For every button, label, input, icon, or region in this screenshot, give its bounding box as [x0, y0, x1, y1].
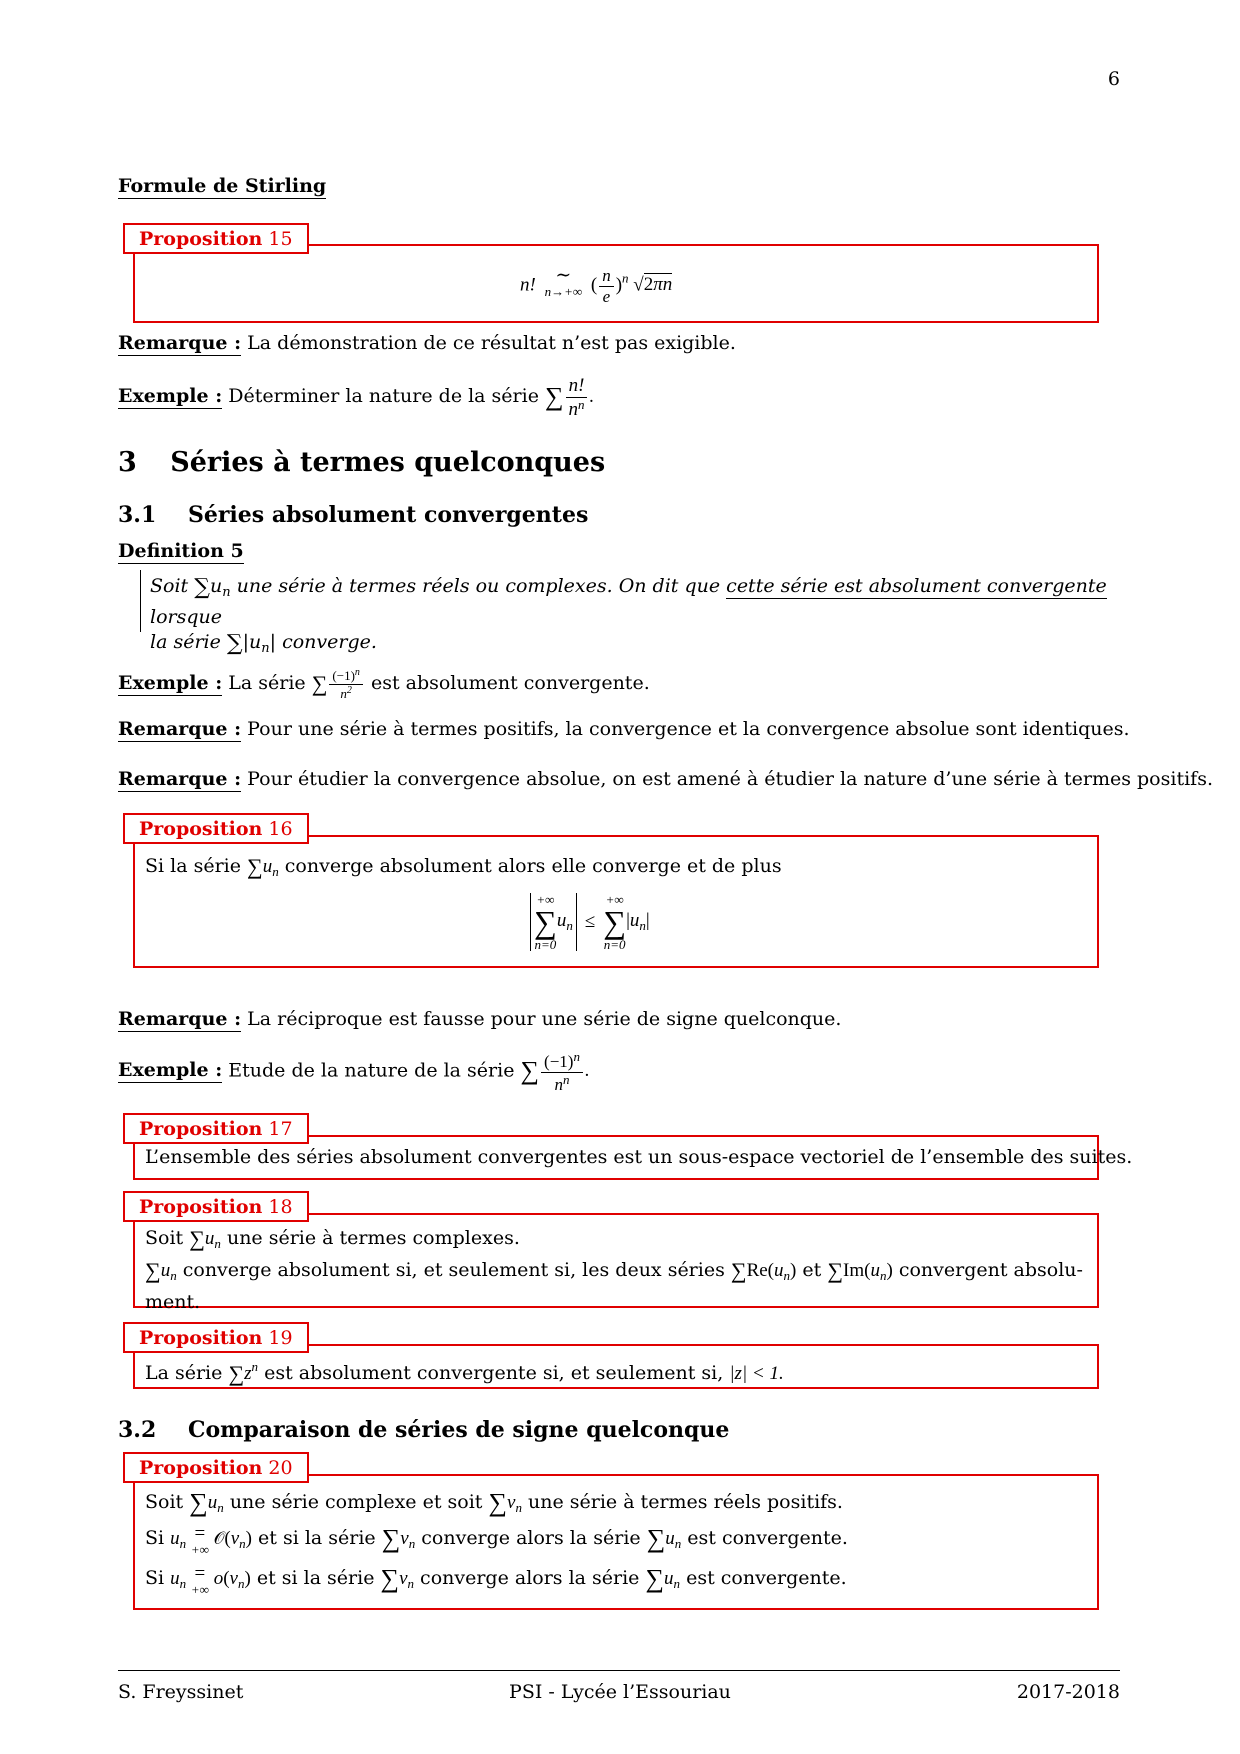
- def5-text-d: lorsque: [150, 606, 222, 628]
- prop18-tag: [123, 1191, 309, 1222]
- section-3-2-heading: [118, 1417, 729, 1443]
- prop19-label: Proposition: [139, 1327, 263, 1349]
- remark-4: [118, 1008, 841, 1030]
- remark2-label: Remarque :: [118, 718, 242, 740]
- remark-3: [118, 768, 1213, 790]
- prop16-inequality: +∞ ∑ n=0 $u_n$ ≤ +∞ ∑ n=0 $|u_n|$: [530, 893, 650, 951]
- section-3-1-number: 3.1: [118, 502, 157, 528]
- prop17-label: Proposition: [139, 1118, 263, 1140]
- prop20-l1b: une série complexe et soit: [229, 1491, 483, 1513]
- section-3-1-title: Séries absolument convergentes: [187, 502, 589, 528]
- remark4-label: Remarque :: [118, 1008, 242, 1030]
- example2-text-a: La série: [228, 671, 306, 694]
- footer-author: S. Freyssinet: [118, 1681, 244, 1703]
- remark-label: Remarque :: [118, 332, 242, 354]
- remark3-text: Pour étudier la convergence absolue, on est amené à étudier la nature d’une série à termes positifs.: [247, 768, 1213, 790]
- remark-stirling: [118, 332, 736, 354]
- prop20-l1c: une série à termes réels positifs.: [528, 1491, 843, 1513]
- prop18-l2c: convergent absolu-: [898, 1259, 1083, 1281]
- prop20-l2b: et si la série: [258, 1527, 376, 1549]
- prop15-label: Proposition: [139, 228, 263, 250]
- stirling-heading: [118, 175, 326, 197]
- prop20-label: Proposition: [139, 1457, 263, 1479]
- prop15-number: 15: [268, 228, 293, 250]
- example-stirling: Exemple : Déterminer la nature de la série ∑ $\frac{n!}{n^n}$ .: [118, 375, 595, 420]
- prop20-l1a: Soit: [145, 1491, 184, 1513]
- remark-text: La démonstration de ce résultat n’est pas exigible.: [247, 332, 736, 354]
- example2-text-b: est absolument convergente.: [370, 671, 650, 694]
- prop20-l3b: et si la série: [256, 1567, 375, 1589]
- remark-2: [118, 718, 1130, 740]
- prop18-l3: ment.: [145, 1291, 201, 1313]
- prop18-box: [133, 1213, 1099, 1313]
- prop17-tag: [123, 1113, 309, 1144]
- prop20-l2a: Si: [145, 1527, 165, 1549]
- section-3-1-heading: [118, 502, 588, 528]
- section-3-title: Séries à termes quelconques: [170, 447, 606, 478]
- def5-text-b: une série à termes réels ou complexes. On dit que: [236, 575, 721, 597]
- prop18-l2a: converge absolument si, et seulement si, les deux séries: [182, 1259, 725, 1281]
- def5-text-a: Soit: [150, 575, 189, 597]
- prop17-number: 17: [268, 1118, 293, 1140]
- prop20-l3c: converge alors la série: [420, 1567, 640, 1589]
- example3-text: Etude de la nature de la série: [228, 1059, 515, 1082]
- prop18-label: Proposition: [139, 1196, 263, 1218]
- definition-5-heading: [118, 540, 244, 562]
- example-3: Exemple : Etude de la nature de la série ∑ $\frac{(-1)^n}{n^n}$ .: [118, 1049, 590, 1094]
- prop20-line3: Si $u_n$ = +∞ $o(v_n)$ et si la série $\sum v_n$ converge alors la série $\sum u_n$ est convergente.: [145, 1563, 847, 1597]
- prop20-box: [133, 1474, 1099, 1610]
- prop16-text-b: converge absolument alors elle converge et de plus: [284, 855, 782, 877]
- prop18-l2b: et: [802, 1259, 822, 1281]
- prop18-number: 18: [268, 1196, 293, 1218]
- prop19-number: 19: [268, 1327, 293, 1349]
- prop18-l1a: Soit: [145, 1227, 184, 1249]
- example-abs-conv: Exemple : La série ∑ $\frac{(-1)^n}{n^2}$ est absolument convergente.: [118, 667, 650, 701]
- stirling-formula: n! ∼ n→+∞ ( $\frac{n}{e}$ )$^n$ √2πn: [520, 265, 673, 306]
- example2-label: Exemple :: [118, 671, 223, 694]
- prop19-text-b: est absolument convergente si, et seulement si,: [264, 1362, 724, 1384]
- definition-5-bar: [140, 570, 141, 632]
- page-number: 6: [1107, 68, 1120, 90]
- section-3-2-number: 3.2: [118, 1417, 157, 1443]
- section-3-2-title: Comparaison de séries de signe quelconque: [187, 1417, 730, 1443]
- footer-school: PSI - Lycée l’Essouriau: [509, 1681, 731, 1703]
- prop20-l3d: est convergente.: [686, 1567, 847, 1589]
- prop18-l1b: une série à termes complexes.: [226, 1227, 520, 1249]
- prop16-line1: Si la série $\sum u_n$ converge absolument alors elle converge et de plus: [145, 854, 782, 879]
- prop17-text: L’ensemble des séries absolument convergentes est un sous-espace vectoriel de l’ensemble des suites.: [145, 1146, 1133, 1168]
- def5-text-f: converge.: [282, 631, 377, 653]
- stirling-title: Formule de Stirling: [118, 175, 327, 197]
- def5-text-c: cette série est absolument convergente: [726, 575, 1107, 597]
- remark2-text: Pour une série à termes positifs, la convergence et la convergence absolue sont identiques.: [247, 718, 1130, 740]
- prop18-body: Soit $\sum u_n$ une série à termes complexes. $\sum u_n$ converge absolument si, et seulement si, les deux séries $\sum Re(u_n)$ et $\sum Im(u_n)$ convergent absolu- ment.: [145, 1226, 1083, 1313]
- prop19-text-c: |z| < 1.: [729, 1363, 784, 1384]
- section-3-number: 3: [118, 447, 137, 478]
- prop19-body: La série $\sum z^n$ est absolument convergente si, et seulement si, |z| < 1.: [145, 1359, 784, 1386]
- example-text: Déterminer la nature de la série: [228, 385, 539, 408]
- section-3-heading: [118, 447, 605, 478]
- prop15-box: [133, 244, 1099, 323]
- prop20-line1: Soit $\sum u_n$ une série complexe et soit $\sum v_n$ une série à termes réels positifs.: [145, 1488, 843, 1517]
- prop16-number: 16: [268, 818, 293, 840]
- prop20-l3a: Si: [145, 1567, 165, 1589]
- prop20-number: 20: [268, 1457, 293, 1479]
- footer-year: 2017-2018: [1016, 1681, 1120, 1703]
- example-label: Exemple :: [118, 385, 223, 408]
- def5-text-e: la série: [150, 631, 221, 653]
- prop20-line2: Si $u_n$ = +∞ $𝒪(v_n)$ et si la série $\sum v_n$ converge alors la série $\sum u_n$ est convergente.: [145, 1523, 848, 1557]
- prop16-tag: [123, 813, 309, 844]
- prop16-box: [133, 835, 1099, 968]
- prop20-l2d: est convergente.: [687, 1527, 848, 1549]
- prop19-tag: [123, 1322, 309, 1353]
- prop20-l2c: converge alors la série: [421, 1527, 641, 1549]
- definition-5-label: Definition 5: [118, 540, 244, 562]
- footer-rule: [118, 1670, 1120, 1671]
- prop15-tag: [123, 223, 309, 254]
- prop19-text-a: La série: [145, 1362, 223, 1384]
- prop16-label: Proposition: [139, 818, 263, 840]
- prop16-text-a: Si la série: [145, 855, 241, 877]
- example3-label: Exemple :: [118, 1059, 223, 1082]
- remark3-label: Remarque :: [118, 768, 242, 790]
- prop20-tag: [123, 1452, 309, 1483]
- remark4-text: La réciproque est fausse pour une série de signe quelconque.: [247, 1008, 842, 1030]
- definition-5-body: Soit $\sum u_n$ une série à termes réels ou complexes. On dit que cette série est absolument convergente lorsque la série $\sum|u_n|$ converge.: [150, 575, 1107, 656]
